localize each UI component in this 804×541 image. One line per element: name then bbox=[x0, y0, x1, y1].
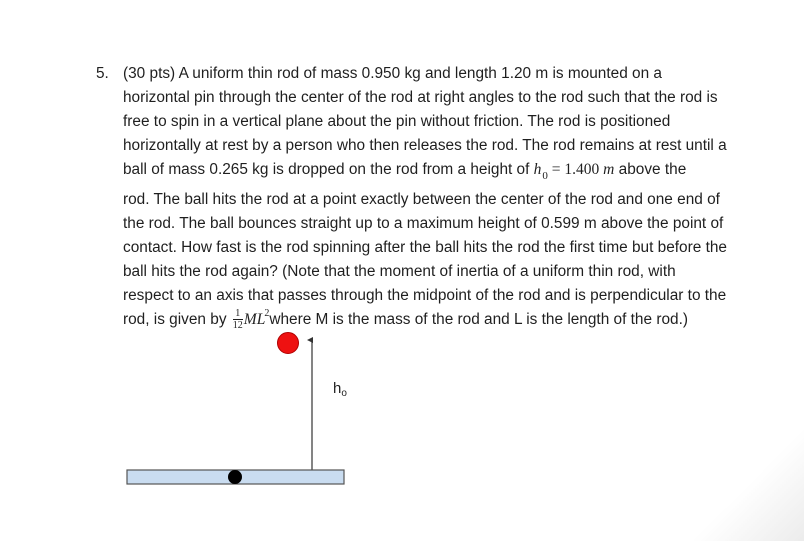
fraction-numerator: 1 bbox=[233, 309, 243, 320]
h-equals: = bbox=[547, 161, 565, 178]
h-symbol: h bbox=[533, 161, 542, 178]
h-value: 1.400 bbox=[564, 161, 600, 178]
height-label bbox=[333, 380, 347, 397]
problem-line-9: ball hits the rod again? (Note that the moment of inertia of a uniform thin rod, with bbox=[123, 263, 676, 280]
problem-line-2: horizontal pin through the center of the rod at right angles to the rod such that the rod is bbox=[123, 89, 718, 106]
problem-line-6: rod. The ball hits the rod at a point exactly between the center of the rod and one end of bbox=[123, 191, 720, 208]
line5-text-before: ball of mass 0.265 kg is dropped on the rod from a height of bbox=[123, 161, 534, 178]
problem-number: 5. bbox=[96, 65, 109, 82]
height-label-letter: h bbox=[333, 380, 342, 397]
inertia-expression: ML bbox=[243, 311, 266, 328]
pivot-pin bbox=[228, 470, 242, 484]
problem-line-1: (30 pts) A uniform thin rod of mass 0.950 kg and length 1.20 m is mounted on a bbox=[123, 65, 662, 82]
problem-line-10: respect to an axis that passes through the midpoint of the rod and is perpendicular to the bbox=[123, 287, 727, 304]
problem-line-4: horizontally at rest by a person who then releases the rod. The rod remains at rest until a bbox=[123, 137, 727, 154]
fraction-denominator: 12 bbox=[232, 320, 243, 332]
line5-text-after: above the bbox=[614, 161, 687, 178]
h-subscript: 0 bbox=[542, 170, 548, 182]
h-unit: m bbox=[603, 161, 615, 178]
last-text-before: rod, is given by bbox=[123, 311, 231, 328]
problem-line-7: the rod. The ball bounces straight up to a maximum height of 0.599 m above the point of bbox=[123, 215, 724, 232]
height-label-subscript: o bbox=[341, 388, 347, 399]
last-text-after: where M is the mass of the rod and L is the length of the rod.) bbox=[269, 311, 688, 328]
inertia-power: 2 bbox=[264, 308, 270, 319]
problem-line-3: free to spin in a vertical plane about the pin without friction. The rod is positioned bbox=[123, 113, 671, 130]
ball bbox=[278, 333, 299, 354]
problem-line-8: contact. How fast is the rod spinning after the ball hits the rod the first time but before the bbox=[123, 239, 727, 256]
